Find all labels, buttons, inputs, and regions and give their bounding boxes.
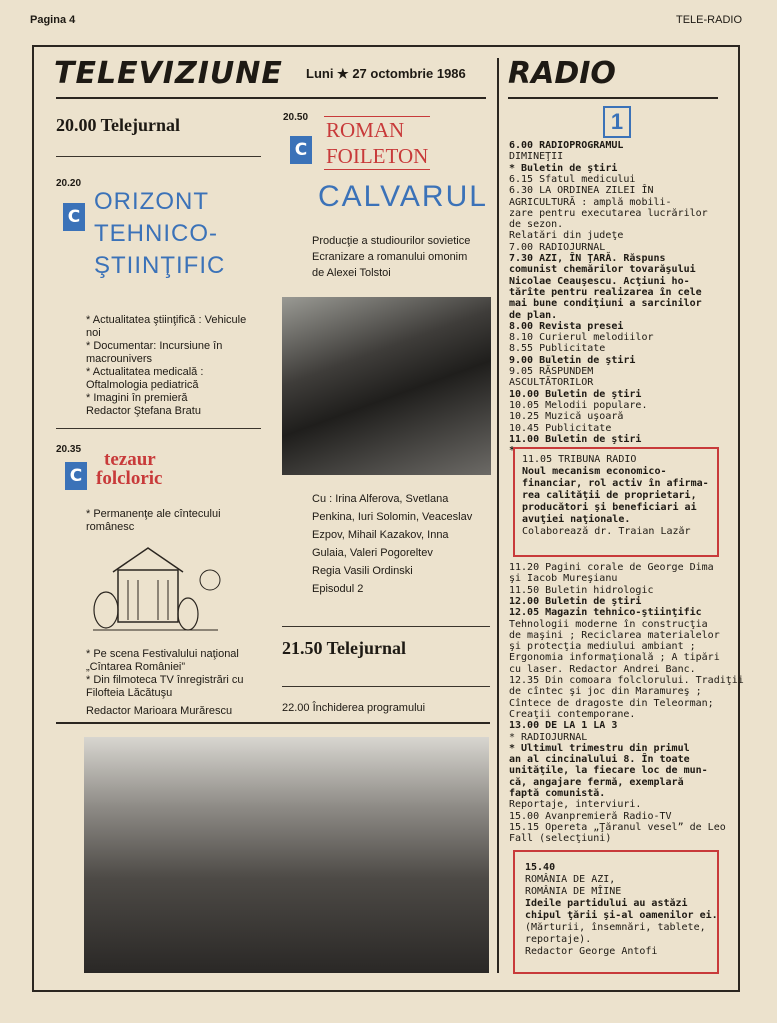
radio-line: 7.30 AZI, ÎN ŢARĂ. Răspuns	[509, 253, 666, 264]
list-item: * Permanenţe ale cîntecului românesc	[86, 508, 221, 533]
radio-line: 11.20 Pagini corale de George Dima	[509, 562, 714, 573]
roman-logo-line: FOILETON	[326, 144, 429, 168]
radio-line: de maşini ; Reciclarea materialelor	[509, 629, 720, 641]
radio-line: *	[509, 445, 516, 457]
editor: Redactor Marioara Murărescu	[86, 705, 233, 717]
cast-line: Gulaia, Valeri Pogoreltev	[312, 547, 433, 559]
section-label: TELE-RADIO	[676, 14, 743, 26]
radio-line: AGRICULTURĂ : amplă mobili-	[509, 196, 672, 208]
column-divider	[497, 58, 499, 973]
radio-line: Tehnologii moderne în construcţia	[509, 618, 708, 630]
radio-line: 12.35 Din comoara folclorului. Tradiţii	[509, 675, 744, 686]
radio-line: 11.50 Buletin hidrologic	[509, 584, 654, 596]
tezaur-logo-line: folcloric	[96, 468, 163, 489]
box-line: Colaborează dr. Traian Lazăr	[522, 526, 691, 537]
c-badge: C	[65, 462, 87, 490]
radio-line: 12.00 Buletin de ştiri	[509, 595, 642, 607]
roman-time: 20.50	[283, 112, 309, 123]
page-label: Pagina 4	[30, 14, 76, 26]
radio-line: Ergonomia informaţională ; A tipări	[509, 652, 720, 664]
radio-line: de cîntec şi joc din Maramureş ;	[509, 686, 702, 698]
box-line: Redactor George Antofi	[525, 946, 658, 957]
cast-line: Penkina, Iuri Solomin, Veaceslav	[312, 511, 473, 523]
radio-line: Relatări din judeţe	[509, 230, 624, 242]
radio-line: 7.00 RADIOJURNAL	[509, 241, 606, 253]
radio-line: * Buletin de ştiri	[509, 162, 618, 174]
radio-line: Fall (selecţiuni)	[509, 833, 612, 845]
radio-line: unităţile, la fiecare loc de mun-	[509, 765, 708, 777]
closing: 22.00 Închiderea programului	[282, 702, 426, 714]
radio-line: DIMINEŢII	[509, 151, 564, 163]
orizont-logo	[94, 186, 225, 282]
film-title: CALVARUL	[318, 180, 488, 213]
radio-line: Cîntece de dragoste din Teleorman;	[509, 697, 714, 709]
cast-line: Ezpov, Mihail Kazakov, Inna	[312, 529, 449, 541]
orizont-logo-line: ŞTIINŢIFIC	[94, 252, 226, 279]
radio-line: 10.45 Publicitate	[509, 422, 612, 434]
radio-line: 15.00 Avanpremieră Radio-TV	[509, 810, 672, 822]
radio-line: 6.15 Sfatul medicului	[509, 173, 636, 185]
rule	[282, 686, 490, 687]
radio-line: 6.30 LA ORDINEA ZILEI ÎN	[509, 185, 654, 197]
radio-line: Nicolae Ceauşescu. Acţiuni ho-	[509, 275, 690, 287]
list-item: * Actualitatea ştiinţifică : Vehicule noi	[86, 314, 247, 339]
orizont-items	[86, 314, 262, 418]
radio-line: zare pentru executarea lucrărilor	[509, 207, 708, 219]
rule	[56, 428, 261, 429]
editor: Redactor Ştefana Bratu	[86, 405, 201, 417]
tv-bottom-rule	[56, 722, 490, 724]
romania-text	[525, 862, 718, 958]
radio-line: 10.25 Muzică uşoară	[509, 411, 624, 423]
radio-line: * Ultimul trimestru din primul	[509, 742, 690, 754]
c-badge: C	[63, 203, 85, 231]
radio-line: * RADIOJURNAL	[509, 731, 588, 743]
box-line: 15.40	[525, 862, 556, 873]
radio-line: mai bune condiţiuni a sarcinilor	[509, 298, 702, 310]
orizont-logo-line: ORIZONT	[94, 188, 209, 215]
film-still-photo	[282, 297, 491, 475]
radio-line: de sezon.	[509, 219, 564, 231]
radio-line: 8.55 Publicitate	[509, 343, 606, 355]
radio-line: 13.00 DE LA 1 LA 3	[509, 720, 618, 732]
film-desc	[312, 235, 492, 280]
film-desc-line: de Alexei Tolstoi	[312, 267, 391, 279]
list-item: * Actualitatea medicală : Oftalmologia pediatrică	[86, 366, 204, 391]
radio-line: de plan.	[509, 309, 558, 321]
list-item: * Documentar: Incursiune în macrounivers	[86, 340, 223, 365]
telejurnal-2: 21.50 Telejurnal	[282, 638, 407, 658]
radio-line: 12.05 Magazin tehnico-ştiinţific	[509, 607, 702, 619]
radio-line: 9.05 RĂSPUNDEM	[509, 366, 594, 377]
c-badge: C	[290, 136, 312, 164]
tezaur-items	[86, 508, 262, 534]
tribuna-radio-text	[522, 454, 709, 538]
radio-line: 8.10 Curierul melodiilor	[509, 332, 654, 344]
radio-line: an al cincinalului 8. În toate	[509, 754, 690, 766]
director: Regia Vasili Ordinski	[312, 565, 413, 577]
tezaur-logo	[96, 450, 162, 488]
box-line: 11.05 TRIBUNA RADIO	[522, 454, 637, 465]
box-line: rea calităţii de proprietari,	[522, 490, 697, 501]
box-line: Noul mecanism economico-	[522, 466, 667, 477]
orizont-logo-line: TEHNICO-	[94, 220, 218, 247]
tv-header-rule	[56, 97, 486, 99]
radio-line: 10.05 Melodii populare.	[509, 399, 648, 411]
box-line: avuţiei naţionale.	[522, 514, 631, 525]
box-line: ROMÂNIA DE AZI,	[525, 874, 616, 885]
tezaur-items-2	[86, 648, 262, 718]
lab-photo	[84, 737, 489, 973]
box-line: ROMÂNIA DE MÎINE	[525, 886, 622, 897]
rule	[56, 156, 261, 157]
box-line: (Mărturii, însemnări, tablete,	[525, 922, 706, 933]
box-line: chipul ţării şi-al oamenilor ei.	[525, 910, 718, 921]
radio-line: ASCULTĂTORILOR	[509, 377, 594, 389]
tezaur-logo-line: tezaur	[104, 449, 156, 470]
box-line: producători şi beneficiari ai	[522, 502, 697, 513]
radio-line: faptă comunistă.	[509, 788, 606, 799]
radio-line: 10.00 Buletin de ştiri	[509, 388, 642, 400]
roman-foileton-logo	[324, 116, 430, 170]
folk-illustration	[88, 540, 228, 640]
radio-line: Creaţii contemporane.	[509, 708, 636, 720]
radio-line: că, angajare fermă, exemplară	[509, 776, 684, 788]
radio-line: şi protecţia mediului ambiant ;	[509, 641, 696, 653]
rule	[282, 626, 490, 627]
tv-date: Luni ★ 27 octombrie 1986	[306, 66, 466, 81]
tezaur-time: 20.35	[56, 444, 82, 455]
telejurnal-1: 20.00 Telejurnal	[56, 115, 181, 135]
radio-line: 6.00 RADIOPROGRAMUL	[509, 140, 624, 151]
radio-line: comunist chemărilor tovarăşului	[509, 264, 696, 276]
cast-line: Cu : Irina Alferova, Svetlana	[312, 493, 449, 505]
radio-line: Reportaje, interviuri.	[509, 799, 642, 811]
tv-title: TELEVIZIUNE	[54, 56, 283, 91]
radio-line: 8.00 Revista presei	[509, 320, 624, 332]
radio-line: 11.00 Buletin de ştiri	[509, 433, 642, 445]
program-number: 1	[603, 106, 631, 138]
box-line: reportaje).	[525, 934, 592, 945]
radio-line: 9.00 Buletin de ştiri	[509, 354, 636, 366]
radio-line: tărîte pentru realizarea în cele	[509, 286, 702, 298]
list-item: * Imagini în premieră	[86, 392, 188, 404]
film-desc-line: Ecranizare a romanului omonim	[312, 251, 468, 263]
radio-line: cu laser. Redactor Andrei Banc.	[509, 663, 696, 675]
radio-header-rule	[508, 97, 718, 99]
film-cast	[312, 490, 492, 598]
radio-line: 15.15 Opereta „Ţăranul vesel” de Leo	[509, 821, 726, 833]
orizont-time: 20.20	[56, 178, 82, 189]
box-line: Ideile partidului au astăzi	[525, 898, 688, 909]
radio-title: RADIO	[508, 56, 616, 91]
film-desc-line: Producţie a studiourilor sovietice	[312, 235, 471, 247]
list-item: * Din filmoteca TV înregistrări cu Filofteia Lăcătuşu	[86, 674, 244, 699]
list-item: * Pe scena Festivalului naţional „Cîntarea României”	[86, 648, 239, 673]
roman-logo-line: ROMAN	[326, 118, 405, 142]
radio-line: şi Iacob Mureşianu	[509, 573, 618, 585]
box-line: financiar, rol activ în afirma-	[522, 478, 709, 489]
episode: Episodul 2	[312, 583, 364, 595]
